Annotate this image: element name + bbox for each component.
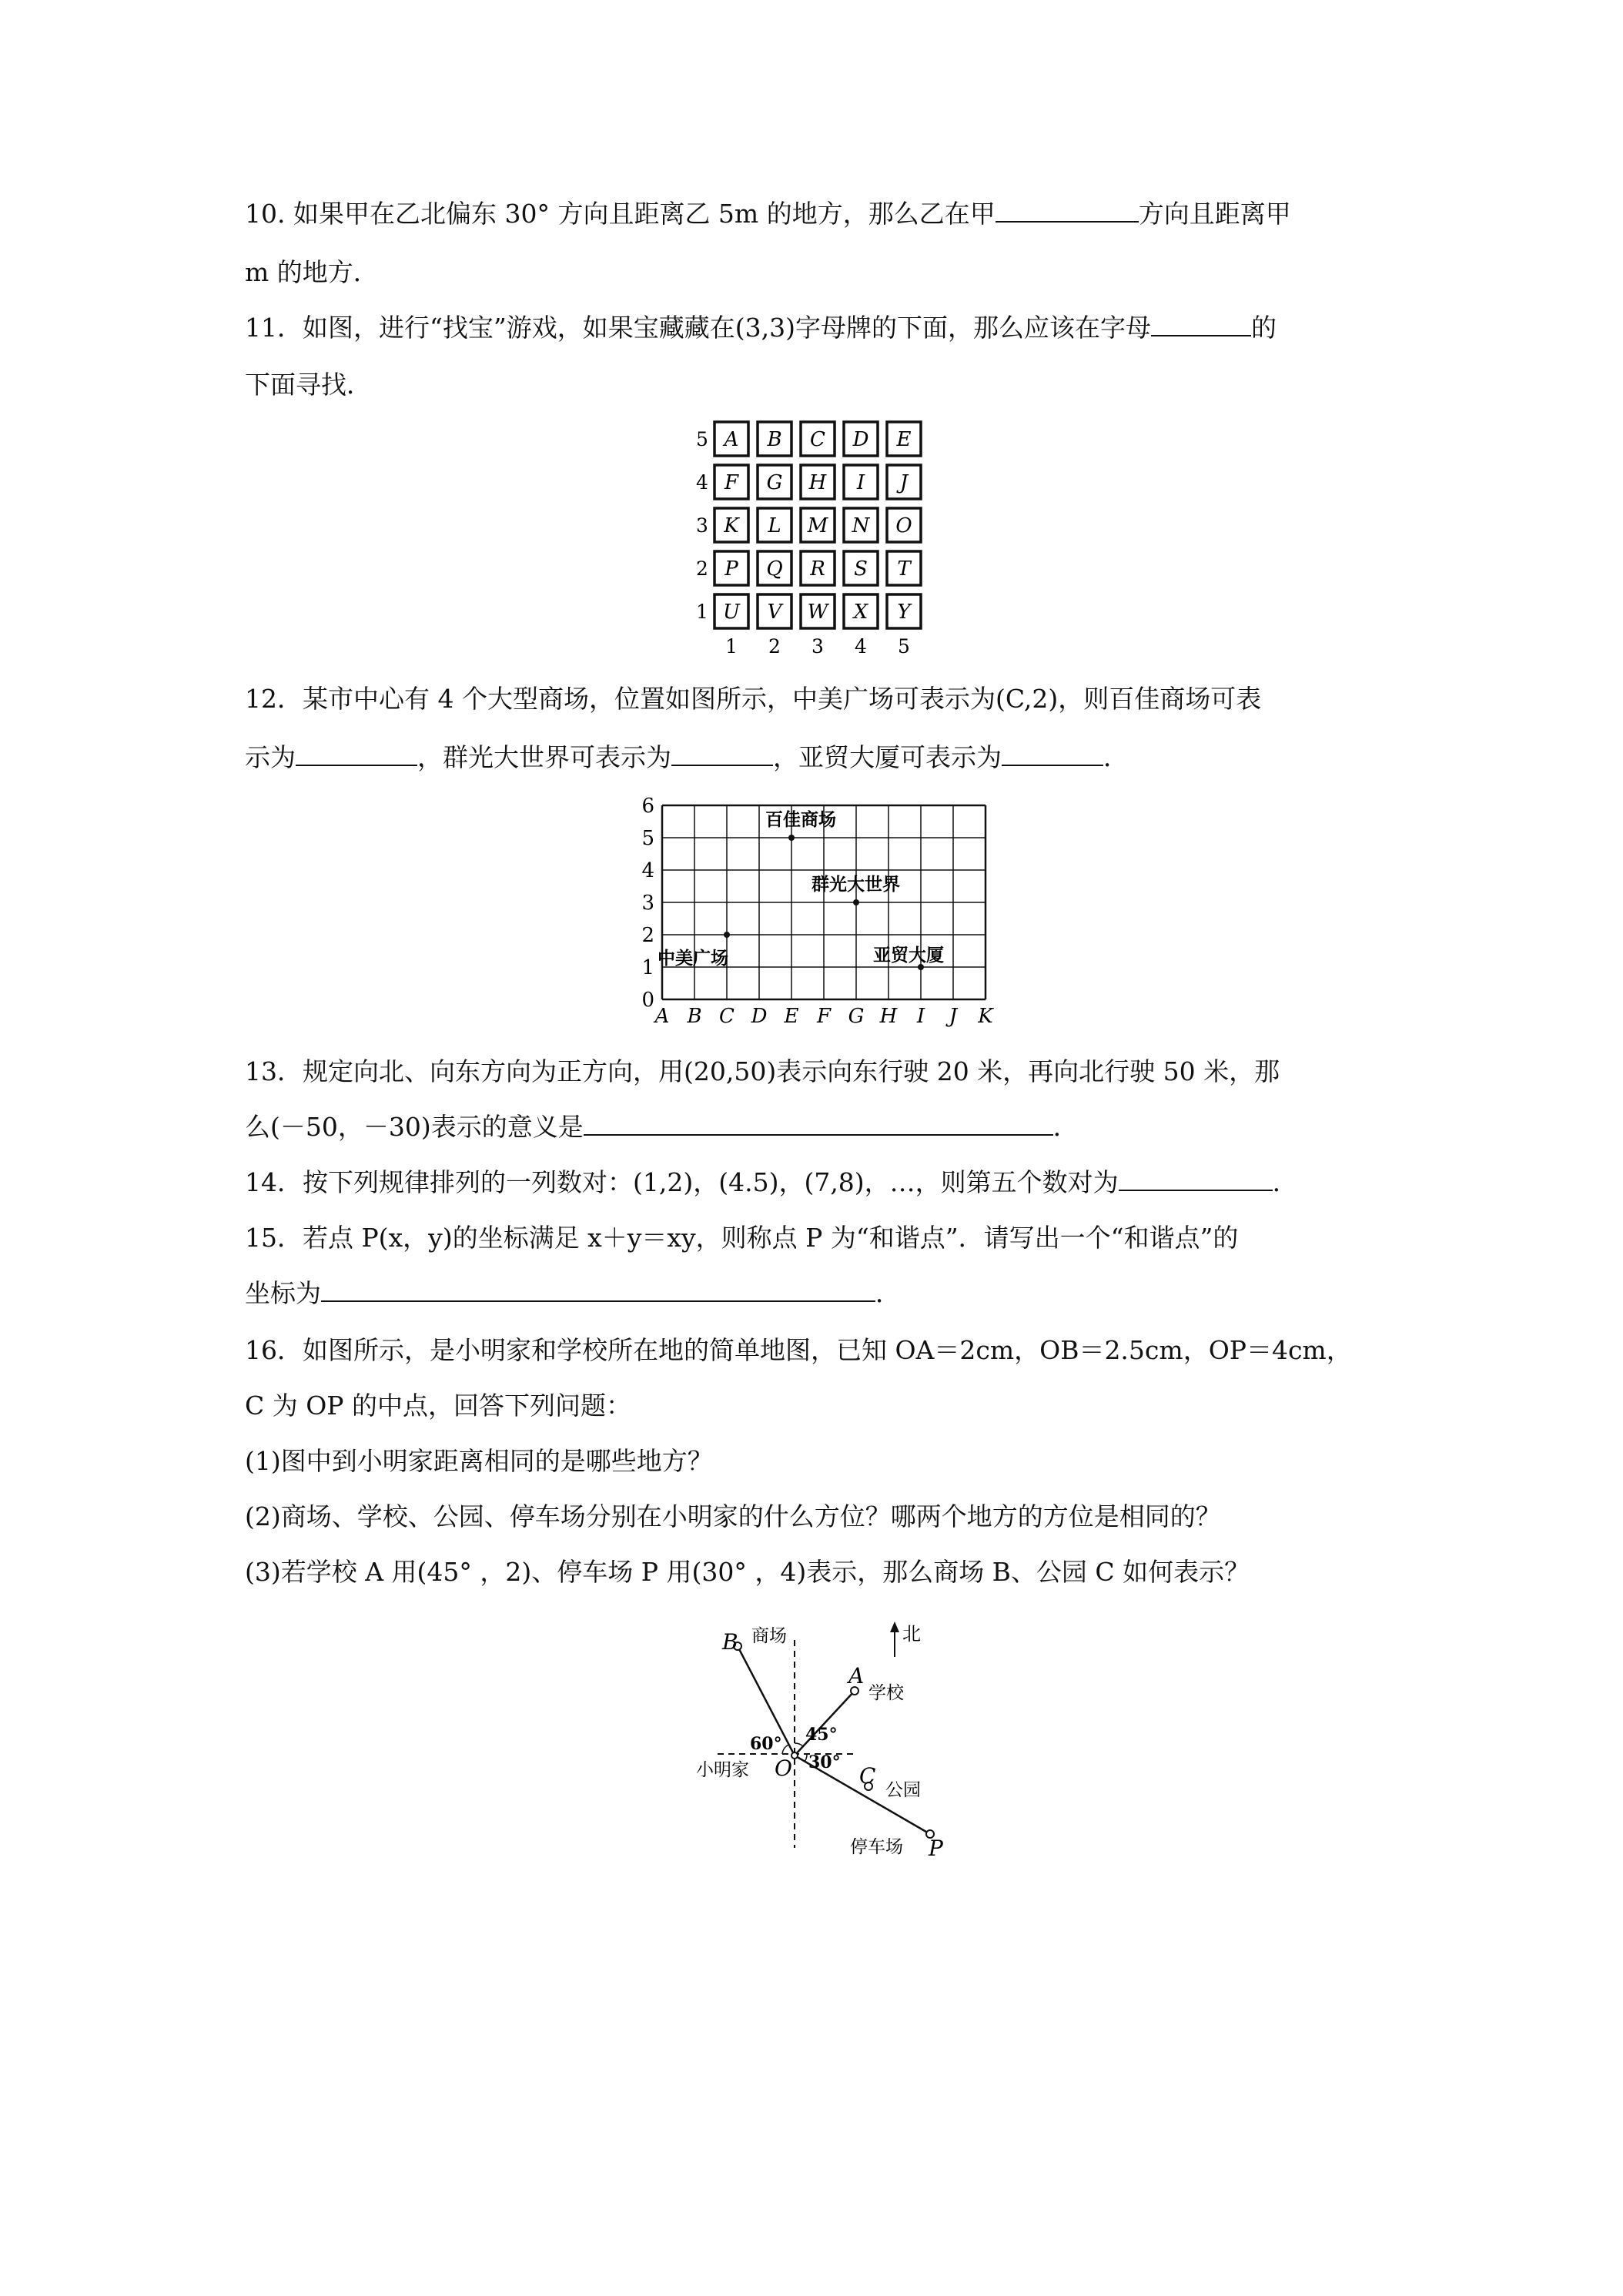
- q11-text-a: 11．如图，进行“找宝”游戏，如果宝藏藏在(3,3)字母牌的下面，那么应该在字母: [245, 313, 1151, 343]
- map-x-label: B: [687, 1005, 702, 1028]
- letter-card-label: S: [854, 557, 868, 581]
- q12-text-b: ，群光大世界可表示为: [417, 742, 671, 772]
- letter-card-label: P: [724, 557, 738, 581]
- map-place-label: 群光大世界: [812, 874, 900, 895]
- mall-map-figure: [616, 792, 1016, 1032]
- q12-answer-blank-3[interactable]: [1002, 741, 1103, 766]
- letter-card-label: Q: [766, 557, 783, 581]
- map-x-label: F: [816, 1005, 832, 1028]
- letter-card-label: V: [767, 601, 782, 624]
- q13-text-a: 么(－50，－30)表示的意义是: [245, 1112, 584, 1142]
- q11-answer-blank[interactable]: [1151, 312, 1251, 336]
- letter-card-label: X: [853, 601, 868, 624]
- letter-card-label: U: [723, 601, 740, 624]
- q12-line1: 12．某市中心有 4 个大型商场，位置如图所示，中美广场可表示为(C,2)，则百佳商场可表: [245, 684, 1262, 714]
- letter-card-label: D: [852, 428, 869, 451]
- map-x-label: K: [978, 1005, 993, 1028]
- angle-label: 45°: [805, 1725, 838, 1745]
- point-name: 公园: [885, 1780, 921, 1800]
- letter-card-label: W: [807, 601, 828, 624]
- q15-line1: 15．若点 P(x，y)的坐标满足 x＋y＝xy，则称点 P 为“和谐点”．请写出一个“和谐点”的: [245, 1223, 1239, 1253]
- q16-line2: C 为 OP 的中点，回答下列问题：: [245, 1391, 631, 1421]
- map-place-point: [853, 899, 859, 905]
- q16-sub3: (3)若学校 A 用(45° ，2)、停车场 P 用(30° ，4)表示，那么商场 B、公园 C 如何表示？: [245, 1557, 1250, 1587]
- q11-line1: [245, 311, 1277, 345]
- point-letter: C: [859, 1763, 876, 1789]
- letter-card-label: Y: [897, 601, 911, 624]
- point-name: 学校: [868, 1683, 904, 1703]
- grid-col-label: 1: [725, 635, 738, 658]
- q13-line1: 13．规定向北、向东方向为正方向，用(20,50)表示向东行驶 20 米，再向北行驶 50 米，那: [245, 1056, 1280, 1086]
- grid-col-label: 5: [898, 635, 910, 658]
- grid-row-label: 3: [696, 514, 708, 537]
- letter-card-label: C: [810, 428, 825, 451]
- angle-arc: [782, 1745, 788, 1754]
- letter-card-label: K: [724, 514, 739, 537]
- q10-line1: [245, 197, 1291, 231]
- map-place-point: [788, 835, 795, 841]
- q11-line2: 下面寻找．: [245, 370, 372, 400]
- letter-card-label: O: [895, 514, 912, 537]
- q15-text-b: ．: [875, 1278, 901, 1308]
- q15-text-a: 坐标为: [245, 1278, 321, 1308]
- letter-card-label: J: [899, 471, 909, 494]
- map-y-label: 6: [641, 795, 654, 818]
- letter-card-label: B: [767, 428, 782, 451]
- grid-row-label: 5: [696, 428, 708, 450]
- q13-line2: [245, 1110, 1079, 1144]
- grid-col-label: 4: [855, 635, 867, 658]
- grid-row-label: 1: [696, 601, 708, 623]
- map-x-label: D: [751, 1005, 768, 1028]
- grid-col-label: 2: [768, 635, 781, 658]
- q10-answer-blank[interactable]: [996, 198, 1139, 223]
- letter-grid-figure: [693, 416, 947, 670]
- q14-line1: [245, 1166, 1298, 1200]
- q12-text-d: ．: [1103, 742, 1129, 772]
- q10-text-b: 方向且距离甲: [1138, 199, 1291, 229]
- point-letter: A: [848, 1663, 865, 1689]
- map-x-label: A: [654, 1005, 670, 1028]
- grid-col-label: 3: [812, 635, 824, 658]
- q12-answer-blank-2[interactable]: [671, 741, 773, 766]
- direction-map-figure: [693, 1617, 955, 1863]
- letter-card-label: H: [808, 471, 827, 494]
- map-x-label: J: [949, 1005, 958, 1028]
- letter-card-label: R: [810, 557, 825, 581]
- map-x-label: E: [784, 1005, 799, 1028]
- grid-row-label: 2: [696, 557, 708, 580]
- letter-card-label: G: [766, 471, 783, 494]
- map-y-label: 2: [641, 924, 654, 947]
- map-x-label: H: [879, 1005, 898, 1028]
- grid-row-label: 4: [696, 471, 708, 494]
- map-y-label: 0: [641, 989, 654, 1012]
- letter-card-label: M: [807, 514, 828, 537]
- map-y-label: 5: [641, 827, 654, 850]
- letter-card-label: E: [896, 428, 912, 451]
- letter-card-label: L: [768, 514, 781, 537]
- letter-card-label: A: [724, 428, 739, 451]
- q11-text-b: 的: [1250, 313, 1277, 343]
- home-label: 小明家: [696, 1760, 749, 1780]
- q14-answer-blank[interactable]: [1119, 1166, 1273, 1191]
- map-x-label: I: [916, 1005, 925, 1028]
- map-y-label: 3: [641, 892, 654, 915]
- point-name: 商场: [751, 1626, 787, 1646]
- map-place-label: 百佳商场: [765, 809, 836, 830]
- q12-line2: [245, 741, 1129, 775]
- ray-line: [795, 1691, 855, 1755]
- q12-text-a: 示为: [245, 742, 296, 772]
- map-place-point: [724, 932, 730, 938]
- letter-card-label: T: [897, 557, 911, 581]
- q16-sub1: (1)图中到小明家距离相同的是哪些地方？: [245, 1446, 713, 1476]
- angle-arc: [805, 1754, 807, 1762]
- q13-text-b: ．: [1052, 1112, 1079, 1142]
- origin-point: [791, 1752, 798, 1759]
- q14-text-b: ．: [1272, 1167, 1298, 1197]
- q12-text-c: ，亚贸大厦可表示为: [773, 742, 1002, 772]
- letter-card-label: N: [852, 514, 870, 537]
- map-place-label: 亚贸大厦: [873, 945, 944, 966]
- q16-sub2: (2)商场、学校、公园、停车场分别在小明家的什么方位？哪两个地方的方位是相同的？: [245, 1501, 1221, 1531]
- q13-answer-blank[interactable]: [584, 1111, 1053, 1136]
- q12-answer-blank-1[interactable]: [296, 741, 417, 766]
- angle-label: 30°: [808, 1752, 841, 1772]
- map-y-label: 1: [641, 956, 654, 979]
- map-place-label: 中美广场: [658, 948, 728, 969]
- map-x-label: G: [848, 1005, 865, 1028]
- letter-card-label: F: [724, 471, 739, 494]
- q14-text-a: 14．按下列规律排列的一列数对：(1,2)，(4.5)，(7,8)，…，则第五个数对为: [245, 1167, 1119, 1197]
- north-arrowhead-icon: [890, 1622, 899, 1632]
- map-x-label: C: [719, 1005, 735, 1028]
- q16-line1: 16．如图所示，是小明家和学校所在地的简单地图，已知 OA＝2cm，OB＝2.5cm，OP＝4cm，: [245, 1335, 1352, 1365]
- letter-card-label: I: [856, 471, 865, 494]
- point-letter: B: [722, 1629, 738, 1655]
- point-letter: P: [929, 1836, 943, 1861]
- angle-arc: [795, 1743, 803, 1746]
- origin-label: O: [775, 1755, 792, 1781]
- point-name: 停车场: [850, 1837, 903, 1857]
- q15-line2: [245, 1277, 901, 1310]
- angle-label: 60°: [750, 1734, 782, 1754]
- q10-line2: m 的地方．: [245, 257, 379, 287]
- q15-answer-blank[interactable]: [321, 1277, 875, 1302]
- q10-text-a: 10. 如果甲在乙北偏东 30° 方向且距离乙 5m 的地方，那么乙在甲: [245, 199, 996, 229]
- map-y-label: 4: [641, 859, 654, 882]
- north-label: 北: [902, 1623, 921, 1645]
